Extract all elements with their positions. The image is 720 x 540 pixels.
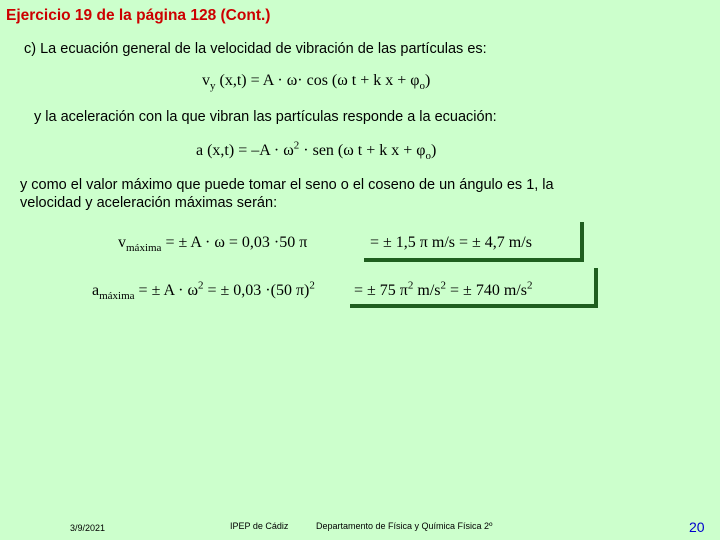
accel-equation [196, 139, 437, 163]
eq-v-symbol: v [202, 72, 210, 89]
amax-box-shadow-bottom [350, 304, 598, 308]
vmax-box-shadow-right [580, 222, 584, 262]
amax-result-mid: m/s [413, 282, 441, 299]
eq-a-pre: a (x,t) = –A · ω [196, 142, 294, 159]
vmax-result: = ± 1,5 π m/s = ± 4,7 m/s [370, 234, 532, 251]
vmax-expression: = ± A · ω = 0,03 ·50 π [161, 234, 308, 251]
amax-result-sup: 2 [407, 279, 414, 292]
amax-result-eq: = ± 740 m/s [446, 282, 527, 299]
amax-box-shadow-right [594, 268, 598, 308]
eq-a-mid: · sen (ω t + k x + φ [299, 142, 426, 159]
amax-result-pre: = ± 75 π [354, 282, 408, 299]
eq-a-close: ) [431, 142, 437, 159]
vmax-equation [118, 234, 308, 255]
footer-school: IPEP de Cádiz [230, 521, 289, 531]
intro-accel-text: y la aceleración con la que vibran las partículas responde a la ecuación: [34, 109, 497, 125]
slide-title: Ejercicio 19 de la página 128 (Cont.) [6, 7, 271, 24]
eq-v-subscript: y [210, 80, 216, 93]
amax-result-sup2: 2 [440, 279, 447, 292]
vmax-symbol: v [118, 234, 126, 251]
max-text-line2: velocidad y aceleración máximas serán: [20, 195, 278, 211]
max-text-line1: y como el valor máximo que puede tomar el seno o el coseno de un ángulo es 1, la [20, 177, 554, 193]
footer-date: 3/9/2021 [70, 523, 106, 533]
amax-subscript: máxima [99, 290, 135, 303]
eq-a-phase-subscript: o [425, 150, 432, 163]
amax-symbol: a [92, 282, 100, 299]
velocity-equation [202, 72, 431, 93]
eq-v-phase-subscript: o [419, 80, 426, 93]
amax-expr-mid: = ± 0,03 ·(50 π) [203, 282, 310, 299]
vmax-subscript: máxima [126, 242, 162, 255]
page-number: 20 [689, 519, 705, 535]
amax-expr-sup: 2 [198, 279, 204, 292]
eq-v-close: ) [425, 72, 431, 89]
footer-department: Departamento de Física y Química Física 2º [316, 521, 493, 531]
amax-equation [92, 279, 315, 303]
eq-v-body: (x,t) = A · ω· cos (ω t + k x + φ [215, 72, 420, 89]
amax-result-sup3: 2 [526, 279, 533, 292]
amax-expr-sup2: 2 [309, 279, 315, 292]
amax-result [354, 279, 533, 300]
intro-velocity-text: c) La ecuación general de la velocidad de vibración de las partículas es: [24, 41, 487, 57]
eq-a-sup: 2 [293, 139, 300, 152]
amax-result-box [350, 268, 594, 304]
vmax-box-shadow-bottom [364, 258, 584, 262]
amax-expr-pre: = ± A · ω [134, 282, 198, 299]
vmax-result-box [364, 222, 580, 258]
